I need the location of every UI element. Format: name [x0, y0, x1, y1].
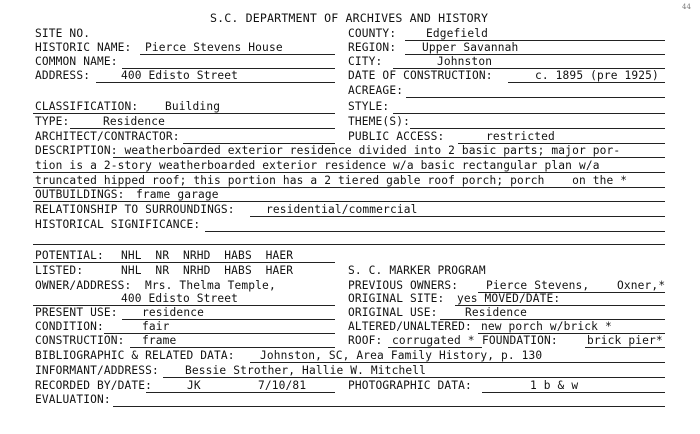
description-rule-3 — [33, 187, 665, 188]
owner-value-line-2: 400 Edisto Street — [121, 292, 239, 305]
address-label: ADDRESS: — [35, 69, 91, 82]
outbuildings-value: frame garage — [136, 188, 219, 201]
previous-owners-value-continued: Oxner,* — [617, 279, 666, 292]
page-number-mark: 44 — [682, 3, 691, 11]
region-value: Upper Savannah — [422, 41, 519, 54]
public-access-value: restricted — [486, 130, 555, 143]
present-use-value: residence — [142, 306, 204, 319]
evaluation-label: EVALUATION: — [35, 393, 111, 406]
foundation-value: brick pier* — [587, 334, 663, 347]
address-value: 400 Edisto Street — [121, 69, 239, 82]
site-no-label: SITE NO. — [35, 27, 91, 40]
condition-label: CONDITION: — [35, 320, 104, 333]
potential-values: NHL NR NRHD HABS HAER — [121, 249, 294, 262]
historical-significance-rule-1 — [205, 231, 665, 232]
altered-label: ALTERED/UNALTERED: — [348, 320, 472, 333]
condition-rule — [104, 333, 335, 334]
historic-name-rule — [140, 54, 335, 55]
bibliographic-rule — [250, 362, 665, 363]
date-of-construction-value: c. 1895 (pre 1925) — [535, 69, 659, 82]
type-value: Residence — [103, 115, 165, 128]
altered-value: new porch w/brick * — [481, 320, 612, 333]
acreage-rule — [406, 97, 665, 98]
description-line-3: truncated hipped roof; this portion has a 2 tiered gable roof porch; porch on the * — [35, 174, 628, 187]
historical-significance-label: HISTORICAL SIGNIFICANCE: — [35, 218, 201, 231]
county-value: Edgefield — [426, 27, 488, 40]
listed-values: NHL NR NRHD HABS HAER — [121, 264, 294, 277]
outbuildings-rule — [33, 201, 665, 202]
city-label: CITY: — [348, 55, 383, 68]
marker-program-label: S. C. MARKER PROGRAM — [348, 264, 486, 277]
previous-owners-value: Pierce Stevens, — [486, 279, 590, 292]
relationship-value: residential/commercial — [266, 203, 418, 216]
recorded-rule — [146, 392, 335, 393]
type-label: TYPE: — [35, 115, 70, 128]
bibliographic-value: Johnston, SC, Area Family History, p. 130 — [260, 349, 543, 362]
photographic-label: PHOTOGRAPHIC DATA: — [348, 379, 472, 392]
bibliographic-label: BIBLIOGRAPHIC & RELATED DATA: — [35, 349, 235, 362]
informant-rule — [163, 377, 665, 378]
date-of-construction-label: DATE OF CONSTRUCTION: — [348, 69, 493, 82]
classification-label: CLASSIFICATION: — [35, 100, 139, 113]
county-label: COUNTY: — [348, 27, 397, 40]
architect-label: ARCHITECT/CONTRACTOR: — [35, 130, 180, 143]
date-of-construction-rule — [508, 82, 665, 83]
style-label: STYLE: — [348, 100, 390, 113]
potential-label: POTENTIAL: — [35, 249, 104, 262]
present-use-label: PRESENT USE: — [35, 306, 118, 319]
relationship-label: RELATIONSHIP TO SURROUNDINGS: — [35, 203, 235, 216]
informant-value: Bessie Strother, Hallie W. Mitchell — [185, 364, 426, 377]
themes-rule — [410, 128, 665, 129]
description-line-1: DESCRIPTION: weatherboarded exterior residence divided into 2 basic parts; major por- — [35, 144, 621, 157]
construction-label: CONSTRUCTION: — [35, 334, 125, 347]
informant-label: INFORMANT/ADDRESS: — [35, 364, 159, 377]
construction-value: frame — [142, 334, 177, 347]
owner-value-line-1: Mrs. Thelma Temple, — [145, 279, 276, 292]
public-access-label: PUBLIC ACCESS: — [348, 130, 445, 143]
description-line-2: tion is a 2-story weatherboarded exterior residence w/a basic rectangular plan w/a — [35, 159, 600, 172]
historic-name-label: HISTORIC NAME: — [35, 41, 132, 54]
style-rule — [393, 113, 665, 114]
original-use-value: Residence — [465, 306, 527, 319]
city-value: Johnston — [437, 55, 493, 68]
original-use-label: ORIGINAL USE: — [348, 306, 438, 319]
historic-name-value: Pierce Stevens House — [145, 41, 283, 54]
description-rule-1 — [113, 157, 665, 158]
photographic-rule — [482, 392, 665, 393]
roof-rule — [388, 347, 482, 348]
owner-label: OWNER/ADDRESS: — [35, 279, 132, 292]
type-rule — [70, 128, 335, 129]
description-rule-2 — [33, 172, 665, 173]
address-rule — [96, 82, 335, 83]
outbuildings-label: OUTBUILDINGS: — [35, 188, 125, 201]
foundation-label: FOUNDATION: — [482, 334, 558, 347]
original-site-value: yes MOVED/DATE: — [457, 292, 561, 305]
region-label: REGION: — [348, 41, 397, 54]
common-name-label: COMMON NAME: — [35, 55, 118, 68]
recorded-label: RECORDED BY/DATE: — [35, 379, 153, 392]
original-site-label: ORIGINAL SITE: — [348, 292, 445, 305]
condition-value: fair — [142, 320, 170, 333]
recorded-date: 7/10/81 — [258, 379, 307, 392]
roof-value: corrugated * — [392, 334, 475, 347]
recorded-initials: JK — [187, 379, 201, 392]
roof-label: ROOF: — [348, 334, 383, 347]
potential-rule — [33, 262, 335, 263]
listed-label: LISTED: — [35, 264, 84, 277]
form-header: S.C. DEPARTMENT OF ARCHIVES AND HISTORY — [210, 11, 489, 25]
construction-rule — [130, 347, 335, 348]
themes-label: THEME(S): — [348, 115, 410, 128]
relationship-rule — [250, 216, 665, 217]
acreage-label: ACREAGE: — [348, 84, 404, 97]
historical-significance-rule-2 — [33, 244, 665, 245]
foundation-rule — [585, 347, 665, 348]
classification-rule — [33, 113, 335, 114]
previous-owners-label: PREVIOUS OWNERS: — [348, 279, 459, 292]
evaluation-rule — [113, 406, 665, 407]
classification-value: Building — [165, 100, 221, 113]
photographic-value: 1 b & w — [530, 379, 579, 392]
